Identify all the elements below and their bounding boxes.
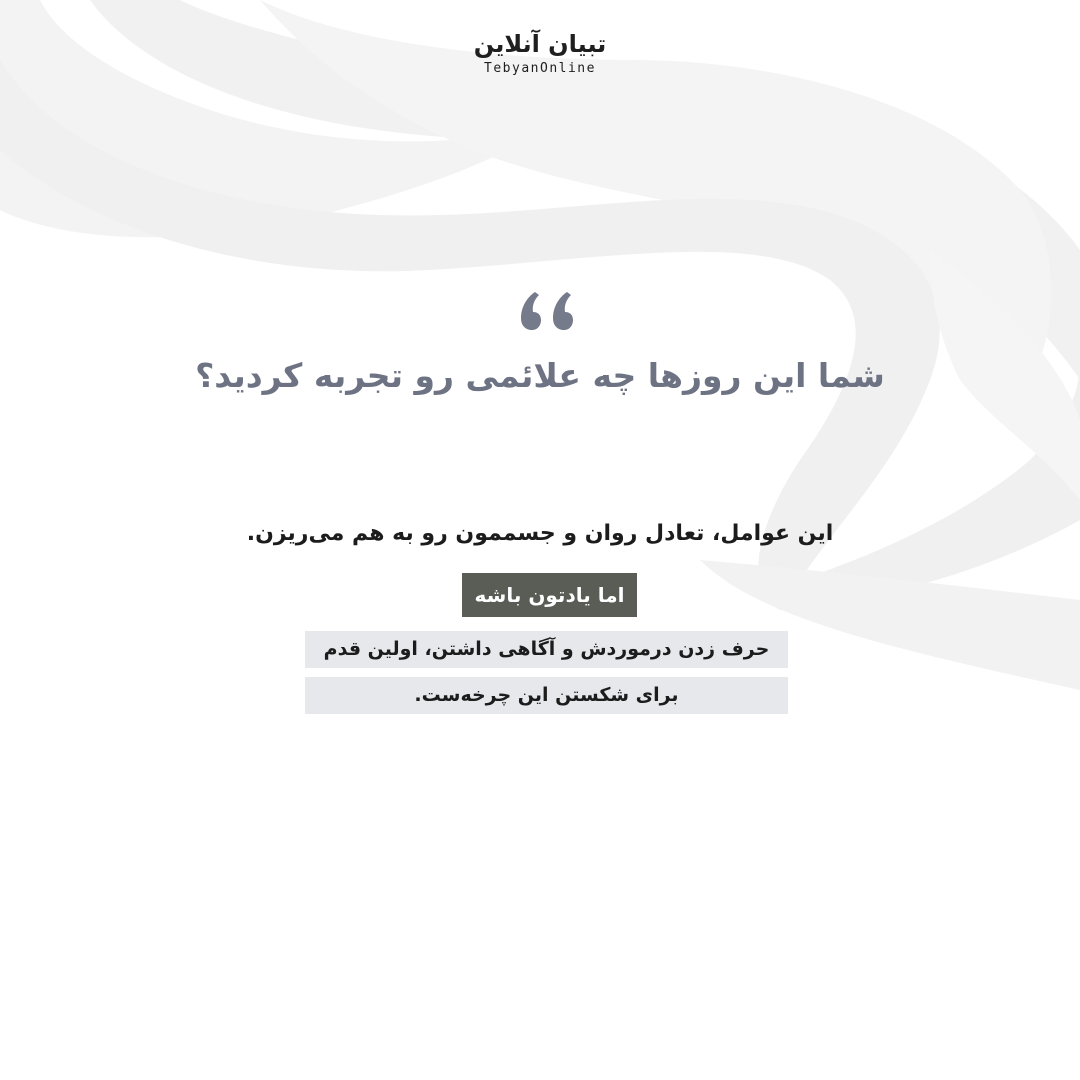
headline-question: شما این روزها چه علائمی رو تجربه کردید؟ — [195, 356, 885, 395]
logo-latin-text: TebyanOnline — [484, 61, 596, 76]
logo-persian-text: تبیان آنلاین — [473, 30, 607, 58]
quote-mark-icon — [515, 288, 581, 334]
note-label-badge: اما یادتون باشه — [462, 573, 637, 617]
highlighted-note-line: حرف زدن درموردش و آگاهی داشتن، اولین قدم — [305, 631, 788, 668]
tebyan-online-logo — [440, 28, 640, 78]
highlighted-note-line: برای شکستن این چرخه‌ست. — [305, 677, 788, 714]
main-statement: این عوامل، تعادل روان و جسممون رو به هم می‌ریزن. — [246, 521, 834, 546]
